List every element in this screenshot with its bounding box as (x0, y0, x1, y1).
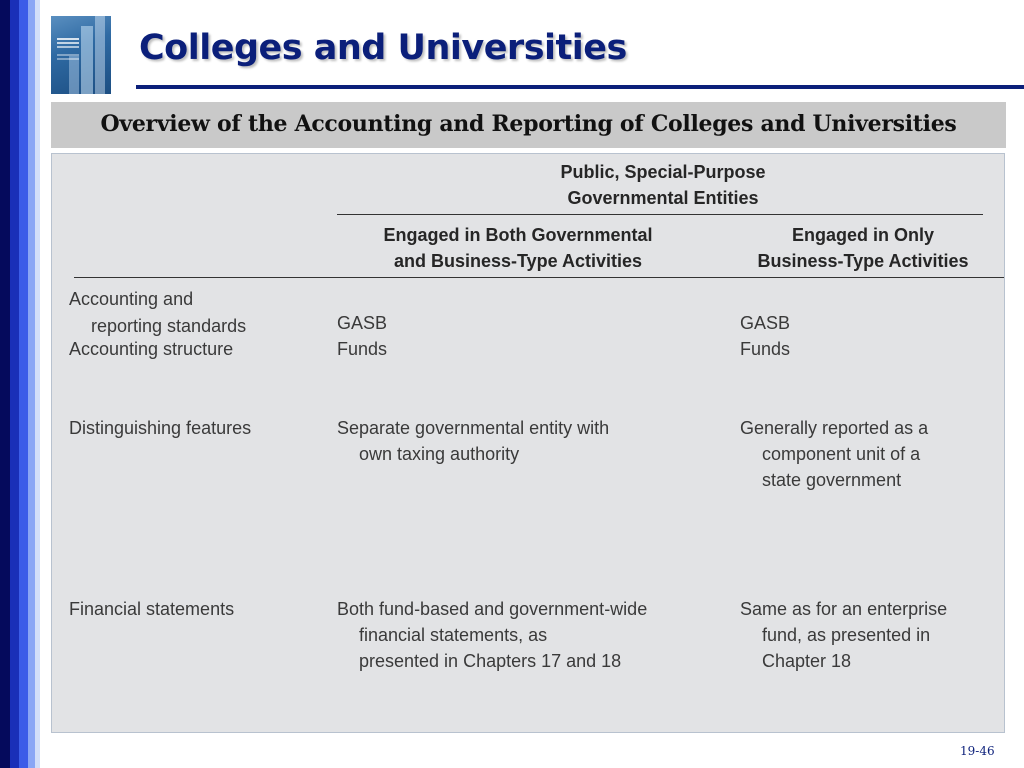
cell-only: Funds (740, 339, 791, 359)
slide-subtitle: Overview of the Accounting and Reporting of Colleges and Universities (100, 111, 957, 137)
book-cover-image (51, 16, 111, 94)
row-label-line: Distinguishing features (69, 418, 252, 438)
row-label-line: Accounting structure (69, 339, 234, 359)
left-stripe (0, 0, 10, 768)
cell-both: presented in Chapters 17 and 18 (359, 651, 622, 671)
group-header-line: Public, Special-Purpose (560, 162, 766, 182)
title-underline (136, 85, 1024, 89)
cell-only: Generally reported as a (740, 418, 929, 438)
cell-only: Chapter 18 (762, 651, 852, 671)
cell-only: Same as for an enterprise (740, 599, 948, 619)
group-header-rule (337, 214, 983, 215)
column-header-both-line: and Business-Type Activities (393, 251, 643, 271)
group-header-line: Governmental Entities (567, 188, 759, 208)
cell-both: Separate governmental entity with (337, 418, 610, 438)
cell-both: Both fund-based and government-wide (337, 599, 648, 619)
cell-both: GASB (337, 313, 388, 333)
cell-both: financial statements, as (359, 625, 548, 645)
left-stripe (35, 0, 40, 768)
left-stripe (19, 0, 28, 768)
cell-only: GASB (740, 313, 791, 333)
column-header-only-line: Business-Type Activities (757, 251, 969, 271)
cell-only: component unit of a (762, 444, 921, 464)
column-header-only-line: Engaged in Only (791, 225, 934, 245)
cell-both: Funds (337, 339, 388, 359)
subtitle-bar (51, 102, 1006, 148)
header-rule (74, 277, 1004, 278)
row-label-line: Accounting and (69, 289, 194, 309)
row-label-line: reporting standards (91, 316, 247, 336)
slide-title: Colleges and Universities (139, 28, 627, 68)
left-stripe (28, 0, 35, 768)
comparison-table (51, 153, 1005, 733)
column-header-both-line: Engaged in Both Governmental (383, 225, 653, 245)
cell-only: state government (762, 470, 902, 490)
row-label-line: Financial statements (69, 599, 235, 619)
left-stripe (10, 0, 19, 768)
cell-only: fund, as presented in (762, 625, 931, 645)
page-number: 19-46 (960, 744, 995, 758)
cell-both: own taxing authority (359, 444, 520, 464)
